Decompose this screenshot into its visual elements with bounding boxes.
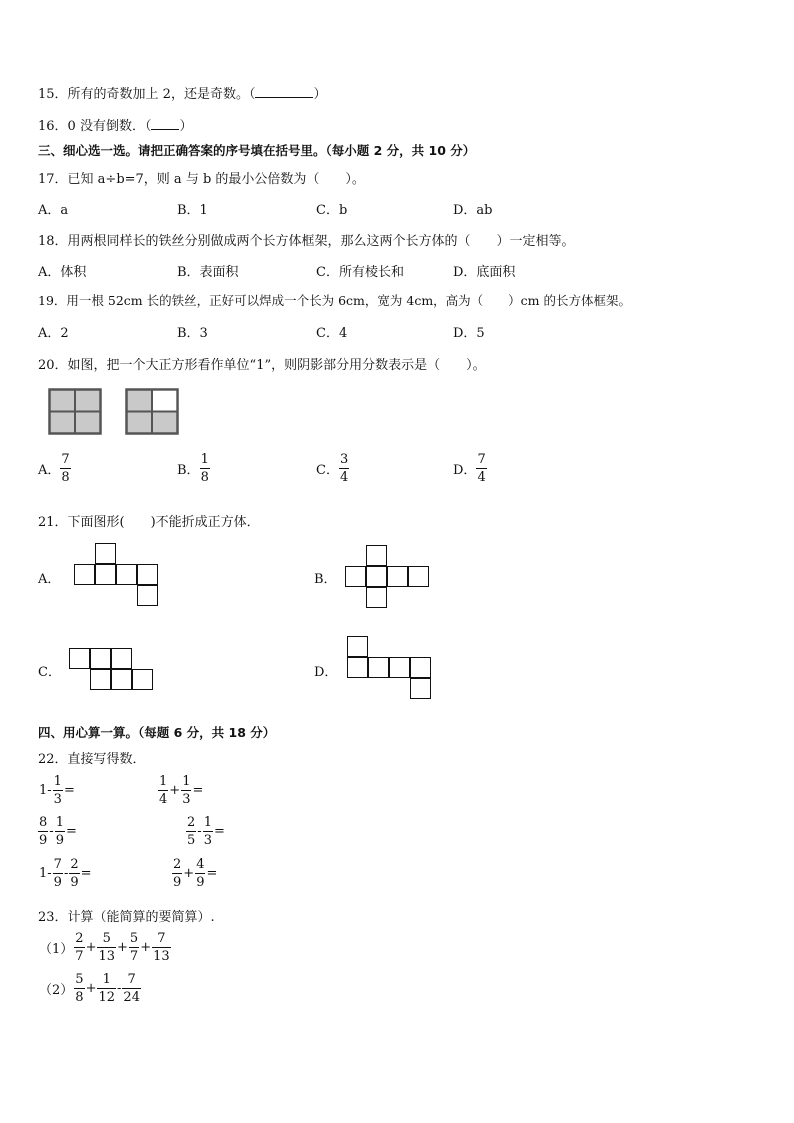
math-symbol: + [85,981,97,996]
net-square [366,587,387,608]
net-square [410,657,431,678]
math-symbol: + [85,940,97,955]
square-figure-full [48,388,103,436]
net-square [368,657,389,678]
net-square [366,566,387,587]
fraction: $\frac{1}{4}$ [159,774,168,807]
net-square [347,636,368,657]
calc-part-1 [38,932,171,963]
expression-2 [158,775,204,806]
math-symbol: 1- [39,866,52,881]
fraction: $\frac{5}{8}$ [75,972,84,1005]
net-square [347,657,368,678]
fraction: $\frac{2}{9}$ [70,857,79,890]
fraction: $\frac{5}{13}$ [98,931,116,964]
net-square [90,648,111,669]
fraction: $\frac{7}{24}$ [123,972,140,1005]
fraction: $\frac{7}{4}$ [477,452,486,485]
option-a[interactable]: A． $\frac{7}{8}$ [38,452,70,485]
cube-net-d[interactable] [347,636,437,702]
net-square [389,657,410,678]
expression-6 [172,858,218,889]
cube-net-b[interactable] [345,545,435,611]
option-c[interactable]: C． $\frac{3}{4}$ [316,452,349,485]
net-square [132,669,153,690]
option-d-label[interactable]: D． [314,665,338,680]
math-symbol: - [63,866,69,881]
fraction: $\frac{5}{7}$ [129,931,139,964]
math-symbol: （1） [39,942,74,957]
fraction: $\frac{2}{5}$ [187,815,196,848]
fraction: $\frac{8}{9}$ [39,815,48,848]
math-symbol: = [213,824,225,839]
option-d[interactable]: D．底面积 [453,265,516,280]
section-heading: 三、细心选一选。请把正确答案的序号填在括号里。（每小题 2 分，共 10 分） [38,143,476,158]
fraction: $\frac{1}{12}$ [98,972,116,1005]
answer-blank[interactable] [255,87,313,98]
math-symbol: - [197,824,202,839]
option-c-label[interactable]: C． [38,665,61,680]
math-symbol: （2） [39,983,74,998]
fraction: $\frac{1}{3}$ [182,774,191,807]
option-d[interactable]: D．5 [453,326,485,341]
option-c[interactable]: C．b [316,203,348,218]
calc-part-2 [38,973,141,1004]
square-figure-partial [125,388,180,436]
math-symbol: + [117,940,128,955]
fraction: $\frac{2}{9}$ [173,857,182,890]
option-b-label[interactable]: B． [314,572,337,587]
question-17-stem: 17．已知 a÷b=7，则 a 与 b 的最小公倍数为（ ）。 [38,172,365,187]
math-symbol: - [49,824,54,839]
net-square [74,564,95,585]
net-square [116,564,137,585]
option-d[interactable]: D．ab [453,203,493,218]
option-a[interactable]: A．体积 [38,265,87,280]
net-square [408,566,429,587]
net-square [387,566,408,587]
fraction: $\frac{7}{9}$ [53,857,62,890]
question-21-stem: 21．下面图形( )不能折成正方体． [38,515,260,530]
option-b[interactable]: B．1 [177,203,208,218]
expression-5 [38,858,93,889]
net-square [69,648,90,669]
expression-1 [38,775,76,806]
fraction: $\frac{1}{3}$ [203,815,212,848]
expression-3 [38,816,78,847]
net-square [345,566,366,587]
math-symbol: = [63,783,75,798]
fraction: $\frac{7}{8}$ [61,452,70,485]
question-19-stem: 19．用一根 52cm 长的铁丝，正好可以焊成一个长为 6cm，宽为 4cm，高为（ ）cm 的长方体框架。 [38,293,632,308]
question-23-stem: 23．计算（能简算的要简算）. [38,910,215,925]
option-c[interactable]: C．4 [316,326,348,341]
math-symbol: - [117,981,122,996]
section-heading: 四、用心算一算。（每题 6 分，共 18 分） [38,725,276,740]
fraction: $\frac{4}{9}$ [196,857,205,890]
math-symbol: = [206,866,218,881]
fraction: $\frac{1}{8}$ [200,452,209,485]
option-c[interactable]: C．所有棱长和 [316,265,404,280]
question-16: 16．0 没有倒数．（ ） [38,119,193,134]
net-square [410,678,431,699]
net-square [90,669,111,690]
net-square [137,564,158,585]
answer-blank[interactable] [151,119,179,130]
fraction: $\frac{2}{7}$ [75,931,84,964]
option-d[interactable]: D． $\frac{7}{4}$ [453,452,486,485]
unshaded-quarter [152,391,176,412]
math-symbol: = [65,824,77,839]
fraction: $\frac{1}{9}$ [55,815,64,848]
math-symbol: + [140,940,152,955]
fraction: $\frac{1}{3}$ [53,774,62,807]
question-20-stem: 20．如图，把一个大正方形看作单位“1”，则阴影部分用分数表示是（ ）。 [38,358,486,373]
cube-net-a[interactable] [74,543,164,609]
net-square [137,585,158,606]
math-symbol: 1- [39,783,52,798]
math-symbol: + [183,866,195,881]
net-square [366,545,387,566]
cube-net-c[interactable] [69,648,159,692]
option-a[interactable]: A．a [38,203,69,218]
fraction: $\frac{7}{13}$ [153,931,170,964]
option-a-label[interactable]: A． [38,572,61,587]
net-square [95,564,116,585]
net-square [111,669,132,690]
expression-4 [186,816,226,847]
question-15: 15．所有的奇数加上 2，还是奇数。（ ） [38,87,327,102]
option-b[interactable]: B． $\frac{1}{8}$ [177,452,209,485]
question-22-stem: 22．直接写得数． [38,752,146,767]
option-a[interactable]: A．2 [38,326,69,341]
fraction: $\frac{3}{4}$ [339,452,349,485]
math-symbol: = [192,783,204,798]
math-symbol: = [80,866,92,881]
net-square [95,543,116,564]
option-b[interactable]: B．表面积 [177,265,239,280]
question-18-stem: 18．用两根同样长的铁丝分别做成两个长方体框架，那么这两个长方体的（ ）一定相等。 [38,234,575,249]
option-b[interactable]: B．3 [177,326,208,341]
net-square [111,648,132,669]
math-symbol: + [169,783,181,798]
